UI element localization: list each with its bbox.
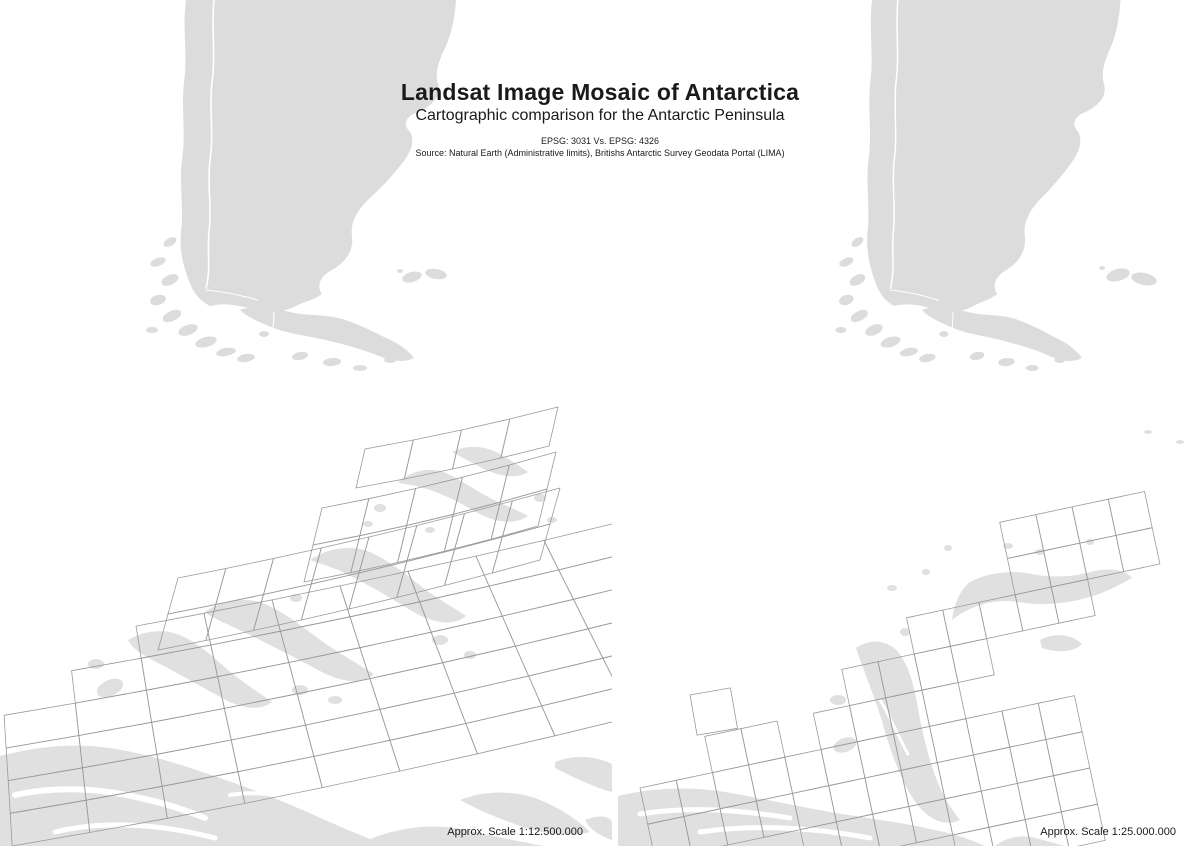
page-subtitle: Cartographic comparison for the Antarctic Peninsula bbox=[415, 107, 785, 124]
epsg-comparison-line: EPSG: 3031 Vs. EPSG: 4326 bbox=[540, 136, 660, 146]
panel-epsg-4326 bbox=[618, 430, 1184, 846]
page-title: Landsat Image Mosaic of Antarctica bbox=[400, 79, 800, 105]
falkland-islands-west bbox=[397, 267, 448, 284]
scale-label-left-panel: Approx. Scale 1:12.500.000 bbox=[447, 826, 583, 838]
context-map-west bbox=[146, 0, 456, 371]
context-map-east bbox=[835, 0, 1158, 371]
panel-epsg-3031 bbox=[0, 407, 710, 846]
scale-label-right-panel: Approx. Scale 1:25.000.000 bbox=[1040, 826, 1176, 838]
peninsula-land-3031 bbox=[0, 447, 612, 846]
source-attribution-line: Source: Natural Earth (Administrative limits), Britishs Antarctic Survey Geodata Portal (LIMA) bbox=[415, 148, 785, 158]
falkland-islands-east bbox=[1099, 266, 1158, 288]
peninsula-land-4326 bbox=[618, 430, 1184, 846]
